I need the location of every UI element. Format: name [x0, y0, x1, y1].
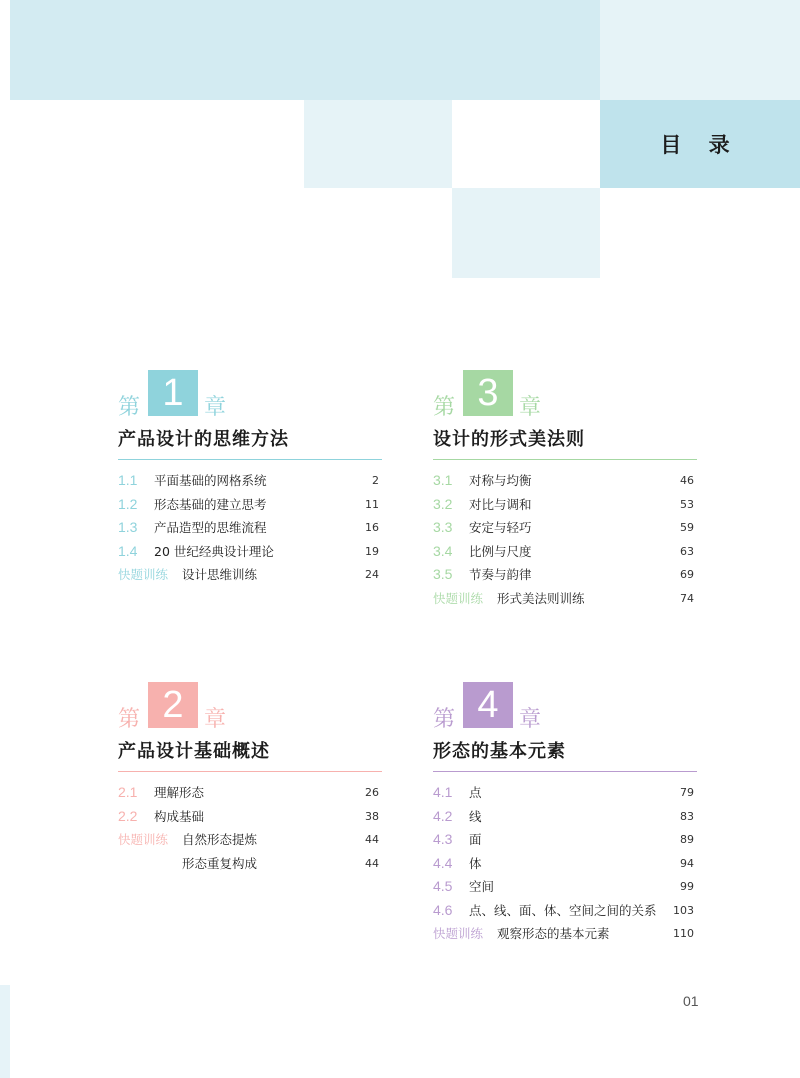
section-title: 对比与调和	[469, 496, 532, 512]
page-title: 目 录	[600, 100, 800, 188]
chapter-prefix: 第	[433, 707, 456, 732]
toc-entry[interactable]	[433, 828, 697, 852]
section-title: 自然形态提炼	[182, 832, 258, 847]
section-title: 比例与尺度	[469, 543, 532, 559]
chapter-title: 产品设计的思维方法	[118, 429, 289, 450]
section-title: 形式美法则训练	[497, 590, 585, 606]
page-ref: 79	[680, 786, 694, 799]
page-ref: 89	[680, 833, 694, 846]
page-ref: 2	[372, 474, 379, 487]
toc-entry[interactable]	[118, 516, 382, 540]
chapter-1	[118, 370, 382, 587]
page-ref: 44	[365, 833, 379, 846]
page-ref: 44	[365, 856, 379, 870]
chapter-title: 形态的基本元素	[433, 741, 566, 762]
practice-tag: 快题训练	[118, 832, 169, 847]
header-banner-block	[10, 0, 600, 100]
section-title: 线	[469, 808, 482, 824]
section-title: 形态基础的建立思考	[154, 496, 267, 512]
toc-entry[interactable]	[118, 781, 382, 805]
toc-entry[interactable]	[433, 493, 697, 517]
toc-entry-practice[interactable]	[433, 587, 697, 611]
toc-entry[interactable]	[433, 875, 697, 899]
toc-entry[interactable]	[433, 852, 697, 876]
page-ref: 63	[680, 544, 694, 558]
chapter-suffix: 章	[204, 395, 227, 420]
chapter-divider	[433, 771, 697, 772]
page-ref: 74	[680, 591, 694, 605]
chapter-divider	[118, 459, 382, 460]
header-banner-block	[304, 100, 452, 188]
toc-entry-practice[interactable]	[433, 922, 697, 946]
section-number: 3.1	[433, 472, 453, 488]
chapter-suffix: 章	[519, 395, 542, 420]
practice-tag: 快题训练	[118, 567, 169, 582]
page-ref: 94	[680, 856, 694, 870]
page-ref: 59	[680, 521, 694, 534]
toc-entry[interactable]	[433, 899, 697, 923]
chapter-4	[433, 682, 697, 946]
toc-entry[interactable]	[433, 563, 697, 587]
page-number: 01	[683, 993, 699, 1009]
chapter-title: 产品设计基础概述	[118, 741, 270, 762]
section-title: 理解形态	[154, 785, 205, 800]
chapter-3	[433, 370, 697, 610]
section-number: 1.2	[118, 495, 138, 512]
toc-entry[interactable]	[118, 805, 382, 829]
page-ref: 16	[365, 521, 379, 534]
page-ref: 110	[673, 927, 694, 940]
toc-list	[433, 469, 697, 610]
chapter-prefix: 第	[118, 707, 141, 732]
chapter-number-badge: 2	[148, 682, 198, 728]
page-ref: 99	[680, 880, 694, 893]
page-ref: 46	[680, 474, 694, 487]
section-number: 4.3	[433, 831, 453, 847]
section-number: 3.4	[433, 542, 453, 559]
chapter-divider	[433, 459, 697, 460]
chapter-number-badge: 1	[148, 370, 198, 416]
section-number: 1.3	[118, 519, 138, 535]
toc-entry[interactable]	[433, 805, 697, 829]
chapter-heading	[433, 370, 697, 418]
header-banner-block	[452, 188, 600, 278]
page-ref: 11	[365, 497, 379, 511]
chapter-heading	[118, 682, 382, 730]
page-ref: 53	[680, 497, 694, 511]
section-number: 3.5	[433, 566, 453, 582]
section-number: 2.1	[118, 784, 138, 800]
chapter-heading	[433, 682, 697, 730]
page-ref: 103	[673, 903, 694, 917]
section-title: 平面基础的网格系统	[154, 473, 267, 488]
chapter-prefix: 第	[433, 395, 456, 420]
section-title: 空间	[469, 879, 495, 894]
toc-entry[interactable]	[433, 516, 697, 540]
chapter-heading	[118, 370, 382, 418]
page-ref: 24	[365, 568, 379, 581]
section-title: 节奏与韵律	[469, 567, 532, 582]
section-number: 4.6	[433, 901, 453, 918]
toc-entry-practice[interactable]	[118, 852, 382, 876]
chapter-2	[118, 682, 382, 875]
section-number: 4.2	[433, 807, 453, 824]
section-number: 1.1	[118, 472, 138, 488]
section-number: 4.4	[433, 854, 453, 871]
section-title: 观察形态的基本元素	[497, 926, 610, 941]
toc-entry[interactable]	[433, 469, 697, 493]
section-title: 点、线、面、体、空间之间的关系	[469, 902, 657, 918]
page-ref: 19	[365, 544, 379, 558]
section-title: 安定与轻巧	[469, 520, 532, 535]
section-number: 3.2	[433, 495, 453, 512]
page-ref: 26	[365, 786, 379, 799]
section-number: 3.3	[433, 519, 453, 535]
chapter-number-badge: 3	[463, 370, 513, 416]
section-title: 构成基础	[154, 808, 205, 824]
chapter-divider	[118, 771, 382, 772]
toc-entry-practice[interactable]	[118, 563, 382, 587]
chapter-suffix: 章	[204, 707, 227, 732]
section-title: 对称与均衡	[469, 473, 532, 488]
toc-list	[118, 469, 382, 587]
chapter-prefix: 第	[118, 395, 141, 420]
section-number: 2.2	[118, 807, 138, 824]
section-number: 1.4	[118, 542, 138, 559]
practice-tag: 快题训练	[433, 590, 484, 606]
chapter-number-badge: 4	[463, 682, 513, 728]
toc-entry[interactable]	[118, 469, 382, 493]
chapter-suffix: 章	[519, 707, 542, 732]
toc-entry[interactable]	[433, 781, 697, 805]
section-title: 设计思维训练	[182, 567, 258, 582]
toc-entry[interactable]	[433, 540, 697, 564]
practice-tag: 快题训练	[433, 926, 484, 941]
section-title: 形态重复构成	[182, 855, 258, 871]
section-title: 20 世纪经典设计理论	[154, 543, 274, 559]
page-ref: 69	[680, 568, 694, 581]
page-ref: 38	[365, 809, 379, 823]
header-banner-block	[600, 0, 800, 100]
section-title: 面	[469, 832, 482, 847]
chapter-title: 设计的形式美法则	[433, 429, 585, 450]
toc-list	[118, 781, 382, 875]
toc-entry[interactable]	[118, 540, 382, 564]
section-title: 体	[469, 855, 482, 871]
section-number: 4.1	[433, 784, 453, 800]
toc-list	[433, 781, 697, 946]
page-ref: 83	[680, 809, 694, 823]
section-title: 产品造型的思维流程	[154, 520, 267, 535]
toc-entry-practice[interactable]	[118, 828, 382, 852]
toc-entry[interactable]	[118, 493, 382, 517]
margin-strip	[0, 985, 10, 1078]
section-number: 4.5	[433, 878, 453, 894]
section-title: 点	[469, 785, 482, 800]
